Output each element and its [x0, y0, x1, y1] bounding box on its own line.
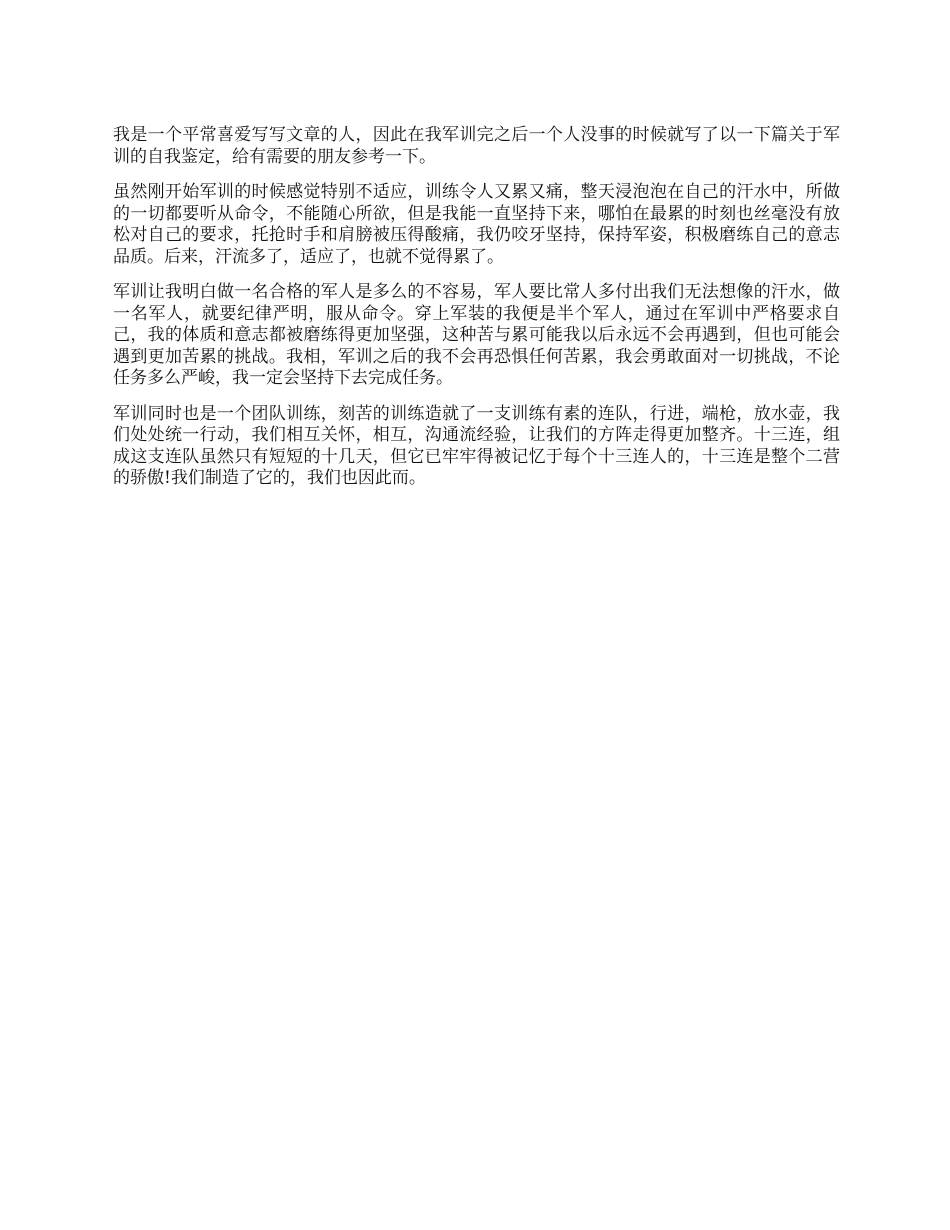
- document-body: [113, 125, 840, 504]
- paragraph-3: 军训让我明白做一名合格的军人是多么的不容易，军人要比常人多付出我们无法想像的汗水，做一名军人，就要纪律严明，服从命令。穿上军装的我便是半个军人，通过在军训中严格要求自己，我的体质和意志都被磨练得更加坚强，这种苦与累可能我以后永远不会再遇到，但也可能会遇到更加苦累的挑战。我相，军训之后的我不会再恐惧任何苦累，我会勇敢面对一切挑战，不论任务多么严峻，我一定会坚持下去完成任务。: [113, 282, 840, 388]
- paragraph-1: 我是一个平常喜爱写写文章的人，因此在我军训完之后一个人没事的时候就写了以一下篇关于军训的自我鉴定，给有需要的朋友参考一下。: [113, 125, 840, 167]
- paragraph-2: 虽然刚开始军训的时候感觉特别不适应，训练令人又累又痛，整天浸泡泡在自己的汗水中，所做的一切都要听从命令，不能随心所欲，但是我能一直坚持下来，哪怕在最累的时刻也丝毫没有放松对自己的要求，托抢时手和肩膀被压得酸痛，我仍咬牙坚持，保持军姿，积极磨练自己的意志品质。后来，汗流多了，适应了，也就不觉得累了。: [113, 182, 840, 267]
- paragraph-4: 军训同时也是一个团队训练，刻苦的训练造就了一支训练有素的连队，行进，端枪，放水壶，我们处处统一行动，我们相互关怀，相互，沟通流经验，让我们的方阵走得更加整齐。十三连，组成这支连队虽然只有短短的十几天，但它已牢牢得被记忆于每个十三连人的，十三连是整个二营的骄傲!我们制造了它的，我们也因此而。: [113, 403, 840, 488]
